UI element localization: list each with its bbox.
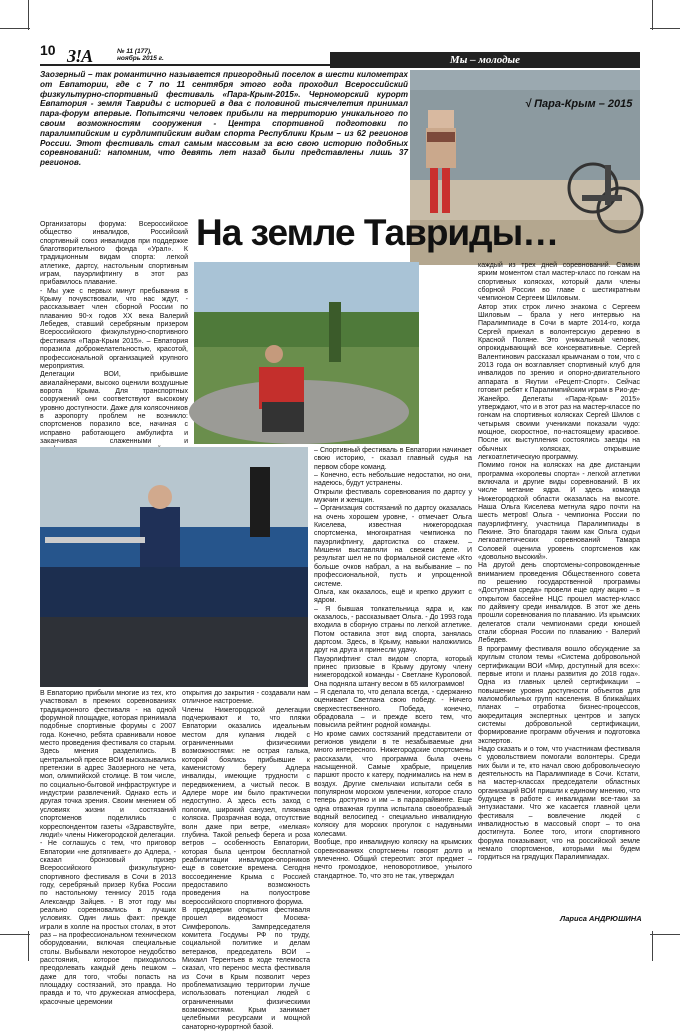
crop-mark (28, 931, 29, 961)
article-column-5: каждый из трех дней соревнований. Самым ярким моментом стал мастер-класс по гонкам на спортивных колясках, который дали члены сборной России во главе с шестикратным чемпионом Сергеем Шиловым. Автор этих строк лично знакома с Сергеем Шиловым – брала у него интервью на Паралимпиаде в Сочи в марте 2014-го, когда Сергей приехал в волонтерскую деревню в Красной Поляне. Это уникальный человек, опрокидывающий все консервативные. Сергей Валентинович рассказал крымчанам о том, что с 2013 года он возглавляет спортивный клуб для инвалидов по зрению и опорно-двигательного аппарата в Якутии «Рецепт-Спорт». Сейчас готовит ребят к Паралимпийским играм в Рио-де-Жанейро. Делегаты «Пара-Крым- 2015» утверждают, что и в этот раз на мастер-классе по гонкам на спортивных колясках Сергей Шилов с четырьмя своими учениками показали чудо: мощное, скоростное, по-настоящему красивое. После их выступления состоялись заезды на обычных колясках, открывшие легкоатлетическую программу. Помимо гонок на колясках на две дистанции программа «королевы спорта» - легкой атлетики включала и другие виды соревнований. В их числе метание ядра. И здесь команда Нижегородской области оказалась на высоте. Наша Ольга Киселева метнула ядро почти на шесть метров! Ольга - чемпионка России по пауэрлифтингу, участница Паралимпиады в Пекине. Это благодаря таким как Ольга судьи легкоатлетических соревнований Тамара Соловей оценила уровень спортсменов как «довольно высокий». На другой день спортсмены-сопровожденные вниманием проведения Общественного совета по решению государственной программы «Доступная среда» провели еще одну акцию – в открытом бассейне НЦС прошел мастер-класс по дайвингу среди инвалидов. В этот же день прошли соревнования по плаванию. Из крымских делегатов стали чемпионами среди юношей стали сборная России по плаванию - Валерий Лебедев. В программу фестиваля вошло обсуждение за круглым столом темы «Система добровольной сертификации ВОИ «Мир, доступный для всех»: первые итоги и планы развития до 2018 года». Одна из главных целей сертификации – повышение уровня доступности объектов для маломобильных групп населения. В ближайших планах – отработка бизнес-процессов, аккредитация экспертных центров и запуск системы добровольной сертификации, формирование программ обучения и подготовка экспертов. Надо сказать и о том, что участникам фестиваля с удовольствием помогали волонтеры. Среди них были и те, кто начал свою добровольческую деятельность на Паралимпиаде в Сочи. Кстати, на мастер-классах председатели областных организаций ВОИ пришли к единому мнению, что будущее в работе с инвалидами все-таки за энтузиастами. Что же касается главной цели фестиваля – вовлечение людей с инвалидностью в массовый спорт – то она достигнута. Более того, итоги спортивного форума показывают, что на российской земле немало спортсменов, которыми мы будем гордиться на грядущих Паралимпиадах. (478, 262, 640, 862)
issue-number: № 11 (177), (117, 48, 152, 55)
article-column-4: – Спортивный фестиваль в Евпатории начинает свою историю, - сказал главный судья на первом сборе команд. – Конечно, есть небольшие недостатки, но они, надеюсь, будут устранены. Открыли фестиваль соревнования по дартсу у мужчин и женщин. – Организация состязаний по дартсу оказалась на очень хорошем уровне, - отмечает Ольга Киселева, известная нижегородская спортсменка, многократная чемпионка по пауэрлифтингу, дартсистка со стажем. – Мишени выставляли на свежем деле. И результат шел не по формальной системе «Кто больше очков набрал, а на выбывание – по профессиональной, пусть и упрощенной системе. Ольга, как оказалось, ещё и крепко дружит с ядром. – Я бывшая толкательница ядра и, как оказалось, - рассказывает Ольга. - До 1993 года входила в сборную страны по легкой атлетике. Потом оставила этот вид спорта, занялась дартсом. Здесь, в Крыму, навыки наложились друг на друга и принесли удачу. Пауэрлифтинг стал видом спорта, который принес призовые в Крыму другому члену нижегородской команды - Светлане Куроловой. Она подняла штангу весом в 65 килограммов! – Я сделала то, что делала всегда, - сдержанно оценивает Светлана свою победу. - Ничего сверхестественного. Победа, конечно, обрадовала – и прежде всего тем, что повысила рейтинг родной команды. Но кроме самих состязаний представители от регионов увидели в те незабываемые дни много интересного. Нижегородские спортсмены рассказали, что программа была очень насыщенной. Самые храбрые, прицелив паршют просто к катеру, поднимались на нем в воздух. Другие смельчаки испытали себя в популярном морском увлечении, которое стало теперь доступно и им – в параорайвинге. Еще одна отважная группа испытала своеобразный водный велосипед - специально инвалидную коляску для морских прогулок с надувными колесами. Вообще, про инвалидную коляску на крымских соревнованиях спортсмены говорят долго и увлеченно. Общий стереотип: этот предмет – нечто громоздкое, неповоротливое, унылого стандартное. То, что это не так, утверждал (314, 447, 472, 880)
section-title: Мы – молодые (330, 52, 640, 68)
crop-mark (650, 28, 680, 29)
page-number: 10 (40, 42, 56, 58)
photo-caption: √ Пара-Крым – 2015 (525, 98, 633, 110)
article-author: Лариса АНДРЮШИНА (560, 914, 642, 923)
crop-mark (0, 28, 30, 29)
crop-mark (652, 0, 653, 30)
article-column-1: Организаторы форума: Всероссийское общество инвалидов, Российский спортивный союз инвалидов при поддержке благотворительного фонда «Урал». К традиционным видам спорта: легкой атлетике, дартсу, настольным спортивным играм, пауэрлифтингу в этот раз прибавилось плавание. - Мы уже с первых минут пребывания в Крыму почувствовали, что нас ждут, - рассказывает член сборной России по плаванию 90-х годов ХХ века Валерий Лебедев, ставший серебряным призером Всероссийского физкультурно-спортивного фестиваля «Пара-Крым 2015». – Евпатория поразила доброжелательностью, красотой, профессиональной организацией крупного мероприятия. Делегации ВОИ, прибывшие авиалайнерами, высоко оценили воздушные ворота Крыма. Для транспортных сооружений они соответствуют высокому уровню доступности. Даже для колясочников в аэропорту проблем не возникло: спортсменов поразило все, начиная с исправно работающего амбулифта и заканчивая слаженными и (40, 221, 188, 445)
article-column-2: В Евпаторию прибыли многие из тех, кто участвовал в прежних соревнованиях традиционного фестиваля - на одной форумной площадке, которая принимала подобные спортивные форумы с 2007 года. Конечно, ребята сравнивали новое место проведения фестиваля со старым. Здесь мнения разделились. В центральной прессе ВОИ высказывались претензии в адрес Заозерного не чета, мол, олимпийской столице. В том числе, по социально-бытовой инфраструктуре и индустрии развлечений. Однако есть и другая точка зрения. Своим мнением об условиях жизни и состязаний спортсменов поделились с корреспондентом газеты «Здравствуйте, люди!» члены Нижегородской делегации. - Не соглашусь с тем, что приговор Евпатории «не дотягивает» до Адлера, - сказал бронзовый призер Всероссийского физкультурно-спортивного фестиваля в Сочи в 2013 году, серебряный призер Кубка России по настольному теннису 2015 года Александр Зайцев. - В этот году мы реально соревновались в лучших условиях. Один лишь факт: прежде играли в холле на простых столах, в этот раз – на профессиональном техническом оборудовании, включая специальные столы. Выбывали некоторое неудобство расстояния, которое приходилось преодолевать каждый день пешком – даже для того, чтобы попасть на площадку состязаний, это правда. Но правда и то, что дружеская атмосфера, красочные церемонии (40, 690, 176, 1006)
crop-mark (650, 934, 680, 935)
article-lead: Заозерный – так романтично называется пригородный поселок в шести километрах от Евпатории, где с 7 по 11 сентября этого года проходил Всероссийский физкультурно-спортивный фестиваль «Пара-Крым-2015». Черноморский курорт Евпатория - земля Тавриды с историей в два с половиной тысячелетия принимал пара-форум впервые. Попытсячи человек прибыли на территорию уникального по своим возможностям сооружения - Центра спортивной подготовки по паралимпийским и сурдлимпийским видам спорта Республики Крым – из 62 регионов России. Этот фестиваль стал самым массовым за всю свою историю подобных соревнований: напомним, что девять лет назад были представлены лишь 37 регионов. (40, 70, 408, 168)
crop-mark (28, 0, 29, 30)
newspaper-logo: З!А (67, 46, 93, 66)
issue-date: ноябрь 2015 г. (117, 55, 164, 62)
crop-mark (0, 934, 30, 935)
issue-info (117, 48, 164, 62)
table-tennis-photo (40, 447, 308, 687)
crop-mark (652, 931, 653, 961)
discus-photo-image (194, 262, 419, 444)
discus-throw-photo (194, 262, 419, 444)
article-headline: На земле Тавриды… (196, 212, 559, 253)
article-column-3: открытия до закрытия - создавали нам отличное настроение. Члены Нижегородской делегации подчеркивают и то, что пляжи Евпатории оказались идеальным местом для купания людей с ограниченными физическими возможностями: не острая галька, которой боялись прибывшие к каменистому берегу Адлера инвалиды, имеющие трудности с передвижением, а чистый песок. В Адлере море им было практически недоступно. А здесь есть заход с пологим, широкий санузел, пляжная коляска. Прозрачная вода, отсутствие волн даже при ветре, «мелкая» глубина. Такой рельеф берега и роза ветров – особенность Евпатории, которая была центром бесплатной реабилитации инвалидов-опорников еще в советские времена. Сегодня воссоединение Крыма с Россией предоставило возможность проведения на полуострове всероссийского спортивного форума. В преддверии открытия фестиваля прошел видеомост Москва-Симферополь. Зампредседателя комитета Госдумы РФ по труду, социальной политике и делам ветеранов, председатель ВОИ – Михаил Терентьев в ходе телемоста сказал, что перенос места фестиваля из Сочи в Крым позволит через проблематизацию территории лучше использовать потенциал людей с ограниченными физическими возможностями. Крым занимает целебными ресурсами и мощной санаторно-курортной базой. (182, 690, 310, 1031)
table-tennis-image (40, 447, 308, 687)
